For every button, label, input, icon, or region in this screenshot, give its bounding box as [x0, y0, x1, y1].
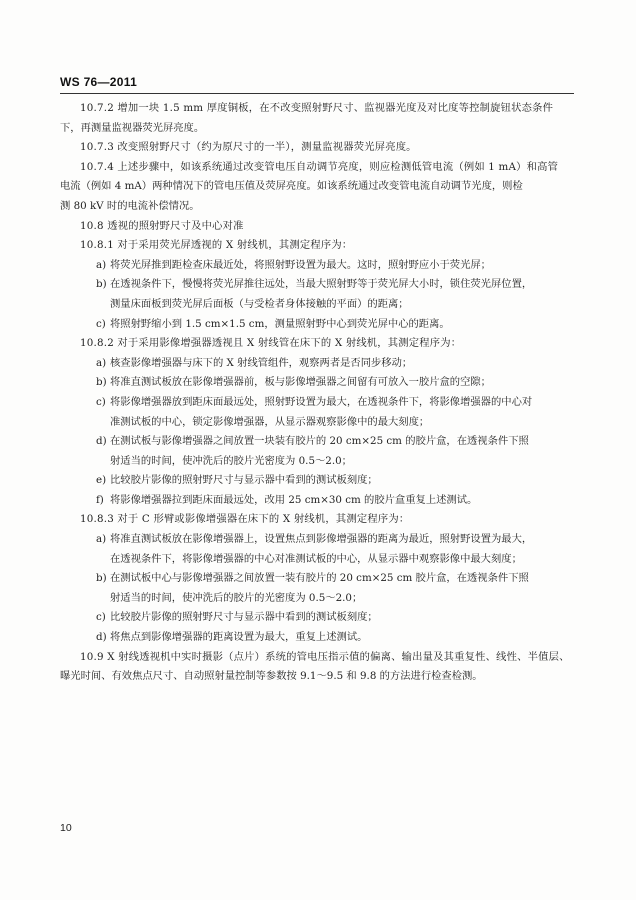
list-item: [60, 608, 576, 628]
paragraph-line: 10.8 透视的照射野尺寸及中心对准: [80, 219, 244, 232]
list-item: [60, 530, 576, 550]
list-item-text: 将焦点到影像增强器的距离设置为最大，重复上述测试。: [110, 631, 368, 644]
paragraph-continuation: 下，再测量监视器荧光屏亮度。: [60, 121, 205, 134]
list-item-continuation: 在透视条件下，将影像增强器的中心对准测试板的中心，从显示器中观察影像中最大刻度；: [110, 552, 522, 565]
paragraph-continuation: 曝光时间、有效焦点尺寸、自动照射量控制等参数按 9.1～9.5 和 9.8 的方法进行检查检测。: [60, 670, 483, 683]
list-marker: b): [96, 572, 107, 585]
list-marker: c): [96, 395, 106, 408]
list-item-continuation: 测量床面板到荧光屏后面板（与受检者身体接触的平面）的距离；: [110, 297, 409, 310]
paragraph-line: 10.7.2 增加一块 1.5 mm 厚度铜板，在不改变照射野尺寸、监视器光度及对比度等控制旋钮状态条件: [80, 102, 554, 114]
list-marker: a): [96, 356, 107, 369]
list-item-text: 将荧光屏推到距检查床最近处，将照射野设置为最大。这时，照射野应小于荧光屏；: [110, 258, 491, 271]
list-item: [60, 354, 576, 374]
list-item: [60, 432, 576, 452]
list-item-text: 将影像增强器拉到距床面最远处，改用 25 cm×30 cm 的胶片盒重复上述测试。: [110, 493, 478, 506]
list-item-text: 将准直测试板放在影像增强器前，板与影像增强器之间留有可放入一胶片盒的空隙；: [110, 376, 491, 389]
paragraph-line: 10.8.3 对于 C 形臂或影像增强器在床下的 X 射线机，其测定程序为：: [80, 513, 410, 526]
list-item: [60, 256, 576, 276]
list-marker: b): [96, 376, 107, 389]
list-item: [60, 569, 576, 589]
list-item: [60, 275, 576, 295]
list-item: [60, 491, 576, 511]
paragraph-line: 10.8.2 对于采用影像增强器透视且 X 射线管在床下的 X 射线机，其测定程序为：: [80, 337, 462, 350]
list-item-text: 在测试板中心与影像增强器之间放置一装有胶片的 20 cm×25 cm 胶片盒，在透视条件下照: [110, 572, 529, 585]
document-body: [60, 99, 576, 687]
list-item-text: 核查影像增强器与床下的 X 射线管组件，观察两者是否同步移动；: [110, 356, 413, 369]
list-item-text: 将准直测试板放在影像增强器上，设置焦点到影像增强器的距离为最近，照射野设置为最大，: [110, 533, 533, 546]
list-marker: c): [96, 611, 106, 624]
list-marker: d): [96, 435, 107, 448]
list-item: [60, 471, 576, 491]
list-item-text: 将影像增强器放到距床面最远处，照射野设置为最大，在透视条件下，将影像增强器的中心对: [110, 395, 533, 408]
list-item: [60, 373, 576, 393]
list-item: [60, 315, 576, 335]
standard-code-header: WS 76—2011: [60, 75, 138, 89]
list-item-text: 比较胶片影像的照射野尺寸与显示器中看到的测试板刻度；: [110, 611, 378, 624]
list-item-text: 在测试板与影像增强器之间放置一块装有胶片的 20 cm×25 cm 的胶片盒，在透视条件下照: [110, 435, 529, 448]
page-number: 10: [60, 822, 72, 834]
paragraph-continuation: 电流（例如 4 mA）两种情况下的管电压值及荧屏亮度。如该系统通过改变管电流自动调节光度，则检: [60, 180, 523, 193]
list-item: [60, 628, 576, 648]
list-item-continuation: 射适当的时间，使冲洗后的胶片光密度为 0.5～2.0；: [110, 454, 352, 467]
header-rule: [60, 93, 574, 94]
list-marker: c): [96, 317, 106, 330]
list-marker: f): [96, 493, 104, 506]
list-marker: b): [96, 278, 107, 291]
list-marker: a): [96, 533, 107, 546]
list-marker: d): [96, 631, 107, 644]
list-item-continuation: 准测试板的中心，锁定影像增强器，从显示器观察影像中的最大刻度；: [110, 415, 430, 428]
list-item: [60, 393, 576, 413]
list-item-text: 在透视条件下，慢慢将荧光屏推往远处，当最大照射野等于荧光屏大小时，锁住荧光屏位置，: [110, 278, 533, 291]
paragraph-line: 10.8.1 对于采用荧光屏透视的 X 射线机，其测定程序为：: [80, 239, 353, 252]
list-marker: e): [96, 474, 107, 487]
list-item-text: 将照射野缩小到 1.5 cm×1.5 cm，测量照射野中心到荧光屏中心的距离。: [110, 317, 450, 330]
paragraph-line: 10.7.3 改变照射野尺寸（约为原尺寸的一半），测量监视器荧光屏亮度。: [80, 141, 417, 154]
paragraph-continuation: 测 80 kV 时的电流补偿情况。: [60, 199, 200, 212]
paragraph-line: 10.9 X 射线透视机中实时摄影（点片）系统的管电压指示值的偏离、输出量及其重复性、线性、半值层、: [80, 650, 570, 663]
paragraph-line: 10.7.4 上述步骤中，如该系统通过改变管电压自动调节亮度，则应检测低管电流（例如 1 mA）和高管: [80, 160, 559, 173]
list-item-text: 比较胶片影像的照射野尺寸与显示器中看到的测试板刻度；: [110, 474, 378, 487]
list-item-continuation: 射适当的时间，使冲洗后的胶片的光密度为 0.5～2.0；: [110, 591, 363, 604]
list-marker: a): [96, 258, 107, 271]
